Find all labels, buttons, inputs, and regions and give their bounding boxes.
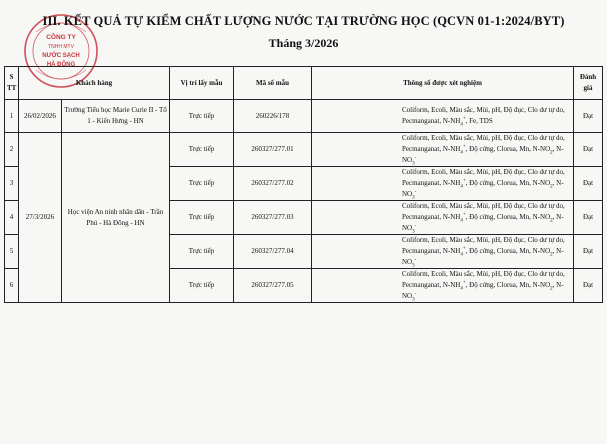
sup-plus: + — [462, 246, 466, 252]
table-header-row — [5, 67, 603, 100]
row-date: 26/02/2026 — [19, 100, 62, 133]
sub-no3: 3 — [412, 263, 415, 269]
row-params — [312, 100, 574, 133]
row-code: 260226/178 — [234, 100, 312, 133]
params-line-2c: , N-NO — [402, 247, 564, 266]
row-params — [312, 235, 574, 269]
col-header-params: Thông số được xét nghiệm — [312, 67, 574, 100]
col-header-result: Đánh giá — [574, 67, 603, 100]
row-location: Trực tiếp — [170, 100, 234, 133]
params-line-2c: , N-NO — [402, 281, 564, 300]
params-line-1: Coliform, Ecoli, Màu sắc, Mùi, pH, Độ đục, Clo dư tự do, — [402, 202, 565, 210]
params-line-2a: Pecmanganat, N-NH — [402, 213, 461, 221]
page-subtitle: Tháng 3/2026 — [268, 36, 339, 50]
row-location: Trực tiếp — [170, 133, 234, 167]
params-line-1: Coliform, Ecoli, Màu sắc, Mùi, pH, Độ đục, Clo dư tự do, — [402, 134, 565, 142]
params-line-2a: Pecmanganat, N-NH — [402, 281, 461, 289]
params-line-2b: , Độ cứng, Clorua, Mn, N-NO — [465, 179, 551, 187]
params-line-2b: , Độ cứng, Clorua, Mn, N-NO — [465, 145, 551, 153]
sub-nh4: 4 — [460, 218, 463, 224]
row-code: 260327/277.05 — [234, 269, 312, 303]
page-title: III. KẾT QUẢ TỰ KIỂM CHẤT LƯỢNG NƯỚC TẠI TRƯỜNG HỌC (QCVN 01-1:2024/BYT) — [42, 14, 565, 28]
row-code: 260327/277.01 — [234, 133, 312, 167]
sub-no2: 2 — [550, 184, 553, 190]
params-line-2a: Pecmanganat, N-NH — [402, 117, 461, 125]
sub-no3: 3 — [412, 161, 415, 167]
row-params — [312, 133, 574, 167]
seal-line-1: CÔNG TY — [46, 34, 76, 41]
sup-minus: - — [414, 155, 417, 161]
sup-minus: - — [414, 223, 417, 229]
sub-no3: 3 — [412, 229, 415, 235]
sub-no2: 2 — [550, 218, 553, 224]
row-location: Trực tiếp — [170, 235, 234, 269]
row-result: Đạt — [574, 201, 603, 235]
sub-no2: 2 — [550, 252, 553, 258]
params-line-2a: Pecmanganat, N-NH — [402, 247, 461, 255]
params-line-2c: , N-NO — [402, 145, 564, 164]
sub-no2: 2 — [550, 150, 553, 156]
row-result: Đạt — [574, 133, 603, 167]
params-line-1: Coliform, Ecoli, Màu sắc, Mùi, pH, Độ đục, Clo dư tự do, — [402, 236, 565, 244]
col-header-location: Vị trí lấy mẫu — [170, 67, 234, 100]
params-line-2b: , Độ cứng, Clorua, Mn, N-NO — [465, 213, 551, 221]
seal-line-4: HÀ ĐÔNG — [46, 62, 76, 68]
row-customer: Học viện An ninh nhân dân - Trần Phú - Hà Đông - HN — [62, 133, 170, 303]
row-result: Đạt — [574, 167, 603, 201]
sub-nh4: 4 — [460, 184, 463, 190]
sub-no2: 2 — [550, 286, 553, 292]
sub-no3: 3 — [412, 195, 415, 201]
sup-minus: - — [414, 291, 417, 297]
sub-nh4: 4 — [460, 252, 463, 258]
sup-minus: - — [414, 257, 417, 263]
sup-minus: - — [414, 189, 417, 195]
table-row — [5, 133, 603, 167]
params-line-1: Coliform, Ecoli, Màu sắc, Mùi, pH, Độ đục, Clo dư tự do, — [402, 106, 565, 114]
row-result: Đạt — [574, 235, 603, 269]
sub-nh4: 4 — [460, 150, 463, 156]
row-stt: 2 — [5, 133, 19, 167]
params-line-2b: , Fe, TDS — [465, 117, 493, 125]
params-line-2b: , Độ cứng, Clorua, Mn, N-NO — [465, 281, 551, 289]
sub-nh4: 4 — [460, 122, 463, 128]
row-params — [312, 201, 574, 235]
sup-plus: + — [462, 178, 466, 184]
table-row — [5, 100, 603, 133]
row-stt: 5 — [5, 235, 19, 269]
row-code: 260327/277.03 — [234, 201, 312, 235]
seal-line-3: NƯỚC SẠCH — [42, 53, 80, 59]
seal-line-2: TNHH MTV — [48, 44, 74, 50]
row-stt: 1 — [5, 100, 19, 133]
params-line-2c: , N-NO — [402, 179, 564, 198]
col-header-stt: S TT — [5, 67, 19, 100]
row-result: Đạt — [574, 269, 603, 303]
results-table — [4, 66, 603, 303]
row-customer: Trường Tiểu học Marie Curie II - Tổ 1 - Kiến Hưng - HN — [62, 100, 170, 133]
params-line-2c: , N-NO — [402, 213, 564, 232]
row-params — [312, 167, 574, 201]
row-stt: 6 — [5, 269, 19, 303]
row-code: 260327/277.02 — [234, 167, 312, 201]
row-date: 27/3/2026 — [19, 133, 62, 303]
params-line-2b: , Độ cứng, Clorua, Mn, N-NO — [465, 247, 551, 255]
row-result: Đạt — [574, 100, 603, 133]
params-line-1: Coliform, Ecoli, Màu sắc, Mùi, pH, Độ đục, Clo dư tự do, — [402, 168, 565, 176]
sub-nh4: 4 — [460, 286, 463, 292]
row-stt: 4 — [5, 201, 19, 235]
params-line-2a: Pecmanganat, N-NH — [402, 179, 461, 187]
sup-plus: + — [462, 212, 466, 218]
row-location: Trực tiếp — [170, 269, 234, 303]
col-header-customer: Khách hàng — [19, 67, 170, 100]
sub-no3: 3 — [412, 297, 415, 303]
col-header-code: Mã số mẫu — [234, 67, 312, 100]
row-params — [312, 269, 574, 303]
sup-plus: + — [462, 144, 466, 150]
row-location: Trực tiếp — [170, 167, 234, 201]
params-line-2a: Pecmanganat, N-NH — [402, 145, 461, 153]
row-location: Trực tiếp — [170, 201, 234, 235]
row-stt: 3 — [5, 167, 19, 201]
sup-plus: + — [462, 280, 466, 286]
sup-plus: + — [462, 116, 466, 122]
params-line-1: Coliform, Ecoli, Màu sắc, Mùi, pH, Độ đục, Clo dư tự do, — [402, 270, 565, 278]
row-code: 260327/277.04 — [234, 235, 312, 269]
